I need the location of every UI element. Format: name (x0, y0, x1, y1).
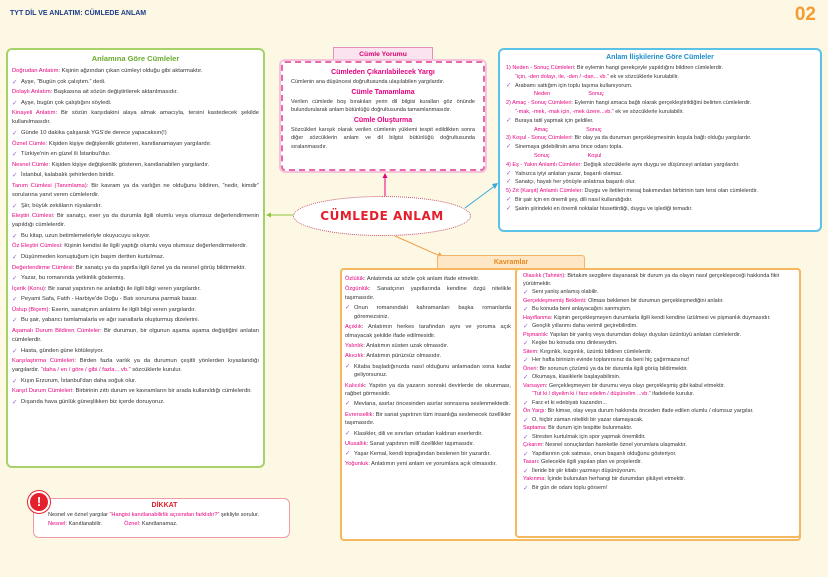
definition-item (523, 298, 793, 306)
definition: : Nesnel sonuçlardan hareketle öznel yorumlara ulaşmaktır. (542, 442, 687, 449)
kavramlar-right-box (515, 268, 801, 538)
definition: : Bir sözün karşıdakini alaya almak amacıyla, tersini kastedecek şekilde kullanılmasıdır. (12, 110, 260, 126)
term: Sitem (523, 348, 538, 355)
term: Nesnel: (48, 520, 67, 527)
term: İçerik (Konu) (12, 285, 45, 292)
example-sentence: ✓ Türkiye'nin en güzel ili İstanbul'dur. (12, 150, 259, 159)
example-sentence: ✓ Bu konuda beni anlayacağını sanmıştım. (523, 306, 793, 314)
definition: : Değişik sözcüklerle aynı duygu ve düşünceyi anlatan yargılardır. (580, 161, 740, 168)
definition: : Kişiden kişiye değişkenlik gösteren, kanıtlanamayan yargılardır. (45, 140, 212, 147)
definition-item (506, 134, 814, 142)
definition-item (523, 425, 793, 433)
definition: : Bir eylemin hangi gerekçeyle yapıldığını bildiren cümlelerdir. (573, 65, 724, 71)
definition: : Bir kavram ya da varlığın ne olduğunu bildiren, “nedir, kimdir” sorularına yanıt veren cümlelerdir. (12, 182, 259, 198)
definition: : Eserin, sanatçının anlatımı ile ilgili bilgi veren yargılardır. (48, 306, 196, 313)
example-sentence: ✓ Hasta, günden güne kötüleşiyor. (12, 347, 259, 356)
definition-item (12, 212, 259, 230)
dikkat-line-1 (48, 511, 281, 520)
definition-item (345, 285, 511, 303)
definition: : Olması beklenen bir durumun gerçekleşmediğini anlatır. (585, 297, 724, 304)
term: Öznel Cümle (12, 140, 46, 147)
definition: : Sanatçının yapıtlarında kendine özgü nitelikle taşımasıdır. (345, 286, 511, 301)
quoted-forms: “Tut ki / diyelim ki / farz edelim / düşünelim ...vb.” (532, 391, 651, 398)
example-labels (506, 90, 814, 98)
arrow-head-left (266, 213, 271, 218)
definition-item (506, 187, 814, 195)
definition: : Bir olay ya da durumun gerçekleşmesinin koşula bağlı olduğu yargılardır. (571, 135, 752, 142)
term: Karşıt Durum Cümleleri (12, 388, 73, 395)
arrow-head-up (383, 173, 388, 178)
section-heading: Cümle Tamamlama (351, 88, 415, 96)
definition-item (506, 99, 814, 107)
definition: : Kişinin ağzından çıkan cümleyi olduğu gibi aktarmaktır. (58, 68, 203, 74)
anlam-iliskileri-panel (498, 48, 822, 232)
term: 1) Neden - Sonuç Cümleleri (506, 65, 574, 71)
term: Evrensellik (345, 411, 373, 418)
definition: : Anlatımın yeni anlam ve yorumlara açık olmasıdır. (368, 461, 497, 468)
term: Olasılık (Tahmin) (523, 273, 565, 279)
definition-tail: ek ve sözcüklerle kurulabilir. (608, 73, 679, 80)
example-label: Sonuç (588, 91, 604, 98)
kavramlar-left-list (345, 275, 511, 470)
definition-item (12, 88, 259, 97)
term: Dolaylı Anlatım (12, 89, 51, 96)
definition: : Kişiden kişiye değişkenlik gösteren, kanıtlanabilen yargılardır. (48, 161, 210, 168)
arrow-to-relations (465, 185, 496, 208)
dikkat-title: DİKKAT (151, 502, 178, 509)
example-labels (506, 152, 814, 160)
warning-icon: ! (28, 491, 50, 513)
definition: : Bir sanatçı, eser ya da durumla ilgili olumlu veya olumsuz değerlendirmenin yapıldığı cümlelerdir. (12, 213, 259, 229)
arrow-to-kavramlar (395, 236, 440, 256)
definition-item (345, 440, 511, 449)
example-label: Sonuç (534, 152, 550, 159)
definition-item (345, 352, 511, 361)
definition: : Sanat yapıtının millî özellikler taşımasıdır. (366, 440, 475, 447)
example-sentence: ✓ Gençlik yıllarımı daha verimli geçirebilirdim. (523, 323, 793, 331)
definition-item (345, 411, 511, 429)
example-sentence: ✓ Bir şair için en önemli şey, dili nasıl kullandığıdır. (506, 196, 814, 204)
example-labels (506, 126, 814, 134)
example-sentence: ✓ Farz et ki edebiyatı kazandın... (523, 400, 793, 408)
quoted-forms: “-mak, -mek, -mak için, -mek üzere...vb.” (515, 108, 614, 115)
definition-item (12, 327, 259, 345)
example-sentence: ✓ Keşke bu konuda onu dinleseydim. (523, 340, 793, 348)
definition-item (523, 408, 793, 416)
section-text: Sözcükleri karışık olarak verilen cümlenin yüklemi tespit edildikten sonra diğer sözcüklerin anlam ve dil bilgisi bütünlüğü doğrultusunda sıralanmasıdır. (291, 126, 475, 150)
definition: : Bir durumun, bir olgunun aşama aşama değiştiğini anlatan cümlelerdir. (12, 328, 259, 344)
cumle-yorumu-panel (281, 61, 485, 171)
example-label: Sonuç (586, 126, 602, 133)
example-sentence: ✓ Arabamı sattığım için toplu taşıma kullanıyorum. (506, 82, 814, 90)
term: Üslup (Biçem) (12, 306, 49, 313)
term: Pişmanlık (523, 331, 547, 338)
definition-item (506, 64, 814, 72)
example-sentence: ✓ Şairin şiirindeki en önemli noktalar hissettirdiği, duygu ve işlediği temadır. (506, 205, 814, 213)
term: Tasarı (523, 459, 538, 466)
term: Öznel: (124, 520, 141, 527)
definition: : Birden fazla varlık ya da durumun çeşitli yönlerden kıyaslandığı yargılardır. (12, 358, 259, 374)
definition: : Bir sanat yapıtının tüm insanlığa seslenecek özellikler taşımasıdır. (345, 411, 511, 427)
term: Aşamalı Durum Bildiren Cümleler (12, 328, 101, 335)
definition: : Yapılan bir yanlış veya durumdan dolayı duyulan üzüntüyü anlatan cümlelerdir. (546, 331, 742, 338)
example-sentence: ✓ O, hiçbir zaman nitelikli bir yazar olamayacak. (523, 417, 793, 425)
panel-title: Anlamına Göre Cümleler (91, 54, 180, 63)
definition-item (12, 182, 259, 200)
example-sentence: ✓ Dışarıda hava günlük güneşlikken biz içerde donuyoruz. (12, 398, 259, 407)
example-sentence: ✓ Seni yanlış anlamış olabilir. (523, 289, 793, 297)
definition-item (523, 332, 793, 340)
term: Değerlendirme Cümlesi (12, 264, 73, 271)
term: Öneri (523, 365, 537, 372)
definition-item (523, 349, 793, 357)
definition-item (12, 357, 259, 375)
term: Akıcılık (345, 353, 364, 360)
definition: : Gelecekle ilgili yapılan plan ve projelerdir. (537, 459, 642, 466)
term: Özgünlük (345, 286, 370, 293)
example-sentence: ✓ Ayşe, “Bugün çok çalıştım.” dedi. (12, 78, 259, 87)
definition-item (506, 161, 814, 169)
quoted-forms: “daha / en / göre / gibi / fazla... vb.” (41, 367, 131, 374)
example-sentence: ✓ Düşünmeden konuştuğum için başım dertten kurtulmaz. (12, 253, 259, 262)
definition: : Anlatımın herkes tarafından aynı ve yoruma açık olmayacak şekilde ifade edilmesidir. (345, 324, 511, 339)
definition-item (523, 459, 793, 467)
section-heading: Cümle Oluşturma (353, 116, 413, 124)
example-sentence: ✓ Mevlana, asırlar öncesinden asırlar sonrasına seslenmektedir. (345, 400, 511, 409)
dikkat-note (33, 498, 290, 538)
example-sentence: ✓ Bu kitap, uzun betimlemeleriyle okuyucuyu sıkıyor. (12, 232, 259, 241)
example-sentence: ✓ Buraya tatil yapmak için geldiler. (506, 117, 814, 125)
term: Nesnel Cümle (12, 161, 49, 168)
example-label: Amaç (534, 126, 549, 133)
kavramlar-panel (340, 268, 801, 541)
text: şekliyle sorulur. (219, 512, 260, 518)
definition: : Kişinin gerçekleşmeyen durumlarla ilgili kendi kendine üzülmesi ve pişmanlık duymasıdır. (550, 314, 771, 321)
example-sentence: ✓ Stresten kurtulmak için spor yapmak önemlidir. (523, 434, 793, 442)
definition-item (345, 275, 511, 284)
definition-item (345, 460, 511, 469)
text: Kanıtlanabilir. (66, 520, 103, 527)
example-sentence: ✓ İleride bir şiir kitabı yazmayı düşünüyorum. (523, 468, 793, 476)
term: Özlülük (345, 276, 364, 282)
term: Eleştiri Cümlesi (12, 213, 53, 220)
term: Ulusallık (345, 440, 367, 447)
definition-item (12, 306, 259, 315)
definition-item (12, 242, 259, 251)
example-sentence: ✓ Yazar, bu romanında yetkinlik göstermiş. (12, 274, 259, 283)
definition-item (523, 476, 793, 484)
section-text: Cümlenin ana düşüncesi doğrultusunda ulaşılabilen yargılardır. (291, 79, 445, 85)
definition: : Birtakım sezgilere dayanarak bir durum ya da olayın nasıl gerçekleşeceği hakkında fikir yürütmektir. (523, 273, 780, 287)
section-text: Verilen cümlede boş bırakılan yerin dil bilgisi kuralları göz önünde bulundurularak anlam bütünlüğü doğrultusunda tamamlanmasıdır. (291, 98, 475, 114)
example-sentence: ✓ Klasikler, dili ve sınırları ortadan kaldıran eserlerdir. (345, 430, 511, 439)
term: Öz Eleştiri Cümlesi (12, 243, 61, 250)
definition-item (12, 264, 259, 273)
text: Nesnel ve öznel yargılar (48, 512, 110, 518)
term: 2) Amaç - Sonuç Cümleleri (506, 100, 572, 107)
definition-item (345, 382, 511, 400)
definition: : Yapıtın ya da yazarın sonraki devirlerde de okunması, rağbet görmesidir. (345, 382, 511, 398)
definition-item (523, 366, 793, 374)
definition: : Bir durum için tespitte bulunmaktır. (545, 425, 633, 432)
definition-item (523, 383, 793, 391)
example-sentence: ✓ Okumaya, klasiklerle başlayabilirsin. (523, 374, 793, 382)
example-sentence: ✓ Kitaba başladığınızda nasıl olduğunu anlamadan sona kadar geliyorsunuz. (345, 363, 511, 381)
example-sentence: ✓ Yapıtlarının çok satması, onun başarılı olduğunu gösteriyor. (523, 451, 793, 459)
definition: : Kişinin kendisi ile ilgili yaptığı olumlu veya olumsuz değerlendirmelerdir. (60, 243, 248, 250)
panel-title: Anlam İlişkilerine Göre Cümleler (606, 54, 714, 61)
anlamina-gore-cumleler-panel (6, 48, 265, 468)
term: Açıklık (345, 324, 362, 331)
definition: : Başkasına ait sözün değiştirilerek aktarılmasıdır. (50, 89, 178, 96)
dikkat-line-2 (48, 520, 281, 529)
term: Doğrudan Anlatım (12, 68, 59, 74)
example-sentence: ✓ Sinemaya gidebilirsin ama önce odanı topla. (506, 143, 814, 151)
term: Kalıcılık (345, 382, 365, 389)
example-sentence: ✓ Günde 10 dakika çalışarak YGS'de derece yapacaksın(!) (12, 129, 259, 138)
kavramlar-right-list (523, 273, 793, 493)
item-list (12, 67, 259, 407)
definition: : Birbirinin zıttı durum ve kavramların bir arada kullanıldığı cümlelerdir. (72, 388, 252, 395)
definition: : Gerçekleşmeyen bir durumu veya olayı gerçekleşmiş gibi kabul etmektir. (545, 382, 725, 389)
definition-item (345, 323, 511, 341)
definition-item (12, 161, 259, 170)
item-list (506, 64, 814, 213)
section-heading: Cümleden Çıkarılabilecek Yargı (331, 69, 435, 76)
example-sentence: ✓ Şiir, büyük zekâların rüyalarıdır. (12, 202, 259, 211)
definition-tail: sözcüklerle kurulur. (130, 367, 182, 374)
term: Hayıflanma (523, 314, 551, 321)
term: Yakınma (523, 476, 545, 483)
term: Karşılaştırma Cümleleri (12, 358, 75, 365)
definition: : Anlatımın süsten uzak olmasıdır. (363, 343, 449, 350)
term: Çıkarım (523, 442, 543, 449)
definition: : Kırgınlık, kızgınlık, üzüntü bildiren cümlelerdir. (537, 348, 653, 355)
example-sentence: ✓ Ayşe, bugün çok çalıştığını söyledi. (12, 99, 259, 108)
example-label: Koşul (587, 152, 602, 159)
definition-item (12, 140, 259, 149)
example-sentence: ✓ Yaşar Kemal, kendi toprağından beslenen bir yazardır. (345, 450, 511, 459)
definition: : Anlatımda az sözle çok anlam ifade etmektir. (363, 276, 480, 282)
example-sentence: ✓ Her hafta birinizin evinde toplanırsınız da beni hiç çağırmazsınız! (523, 357, 793, 365)
term: Tanım Cümlesi (Tanımlama) (12, 182, 87, 189)
definition: : Bir sanatçı ya da yapıtla ilgili öznel ya da nesnel görüş bildirmektir. (72, 264, 246, 271)
definition-item (12, 285, 259, 294)
page-number: 02 (794, 4, 816, 25)
page-header-title: TYT DİL VE ANLATIM: CÜMLEDE ANLAM (10, 10, 147, 17)
term: Yalınlık (345, 343, 364, 350)
term: Ön Yargı (523, 408, 545, 415)
example-sentence: ✓ Sanatçı, hayatı her yönüyle anlatırsa başarılı olur. (506, 178, 814, 186)
definition: : Bir sorunun çözümü ya da bir durumla ilgili görüş bildirmektir. (536, 365, 688, 372)
term: Gerçekleşmemiş Beklenti (523, 297, 586, 304)
kavramlar-tab: Kavramlar (437, 255, 585, 269)
term: 4) Eş - Yakın Anlamlı Cümleler (506, 161, 581, 168)
definition-item (12, 109, 259, 127)
example-sentence: ✓ Kışın Erzurum, İstanbul'dan daha soğuk olur. (12, 377, 259, 386)
term: Kinayeli Anlatım (12, 110, 56, 117)
definition-item (12, 67, 259, 76)
example-label: Neden (534, 91, 551, 98)
definition-tail: ek ve sözcüklerle kurulabilir. (613, 108, 684, 115)
definition: : Duygu ve iletileri mesaj bakımından birbirinin tam tersi olan cümlelerdir. (581, 188, 758, 195)
definition-item (523, 442, 793, 450)
term: Saptama (523, 425, 546, 432)
term: Varsayım (523, 382, 546, 389)
example-sentence: ✓ Peyami Safa, Fatih - Harbiye'de Doğu - Batı sorununa parmak basar. (12, 295, 259, 304)
definition: : Bir kimse, olay veya durum hakkında önceden ifade edilen olumlu / olumsuz yargılar. (544, 408, 754, 415)
term: 5) Zıt (Karşıt) Anlamlı Cümleler (506, 188, 582, 195)
definition: : İçinde bulunulan herhangi bir durumdan şikâyet etmektir. (544, 476, 686, 483)
quoted-forms: “için, -den dolayı, ile, -den / -dan... vb.” (515, 73, 609, 80)
example-sentence: ✓ Yalnızca iyiyi anlatan yazar, başarılı olamaz. (506, 170, 814, 178)
definition-item (345, 342, 511, 351)
definition: : Anlatımın pürüzsüz olmasıdır. (363, 353, 442, 360)
definition-item (12, 387, 259, 396)
definition-item (506, 73, 814, 81)
definition-item (523, 391, 793, 399)
cumle-yorumu-tab: Cümle Yorumu (333, 47, 433, 61)
definition-item (523, 315, 793, 323)
definition-item (506, 108, 814, 116)
example-sentence: ✓ Onun romanındaki kahramanları başka romanlarda göremezsiniz. (345, 304, 511, 322)
term: 3) Koşul - Sonuç Cümleleri (506, 135, 572, 142)
definition-item (523, 273, 793, 289)
term: Yoğunluk (345, 461, 369, 468)
question-quote: “Hangisi kanıtlanabilirlik açısından farklıdır?” (109, 512, 220, 518)
center-title-cloud: CÜMLEDE ANLAM (293, 196, 471, 236)
definition: : Eylemin hangi amaca bağlı olarak gerçekleştirildiğini belirten cümlelerdir. (571, 100, 752, 107)
example-sentence: ✓ Bu şair, yabancı tamlamalarla ve ağır sanatlarla oluşturmuş dizelerini. (12, 316, 259, 325)
text: Kanıtlanamaz. (140, 520, 178, 527)
example-sentence: ✓ İstanbul, kalabalık şehirlerden biridir. (12, 171, 259, 180)
example-sentence: ✓ Bir gün de odanı toplu görsem! (523, 485, 793, 493)
definition-tail: ifadelerle kurulur. (650, 391, 695, 398)
definition: : Bir sanat yapıtının ne anlattığı ile ilgili bilgi veren yargılardır. (44, 285, 201, 292)
